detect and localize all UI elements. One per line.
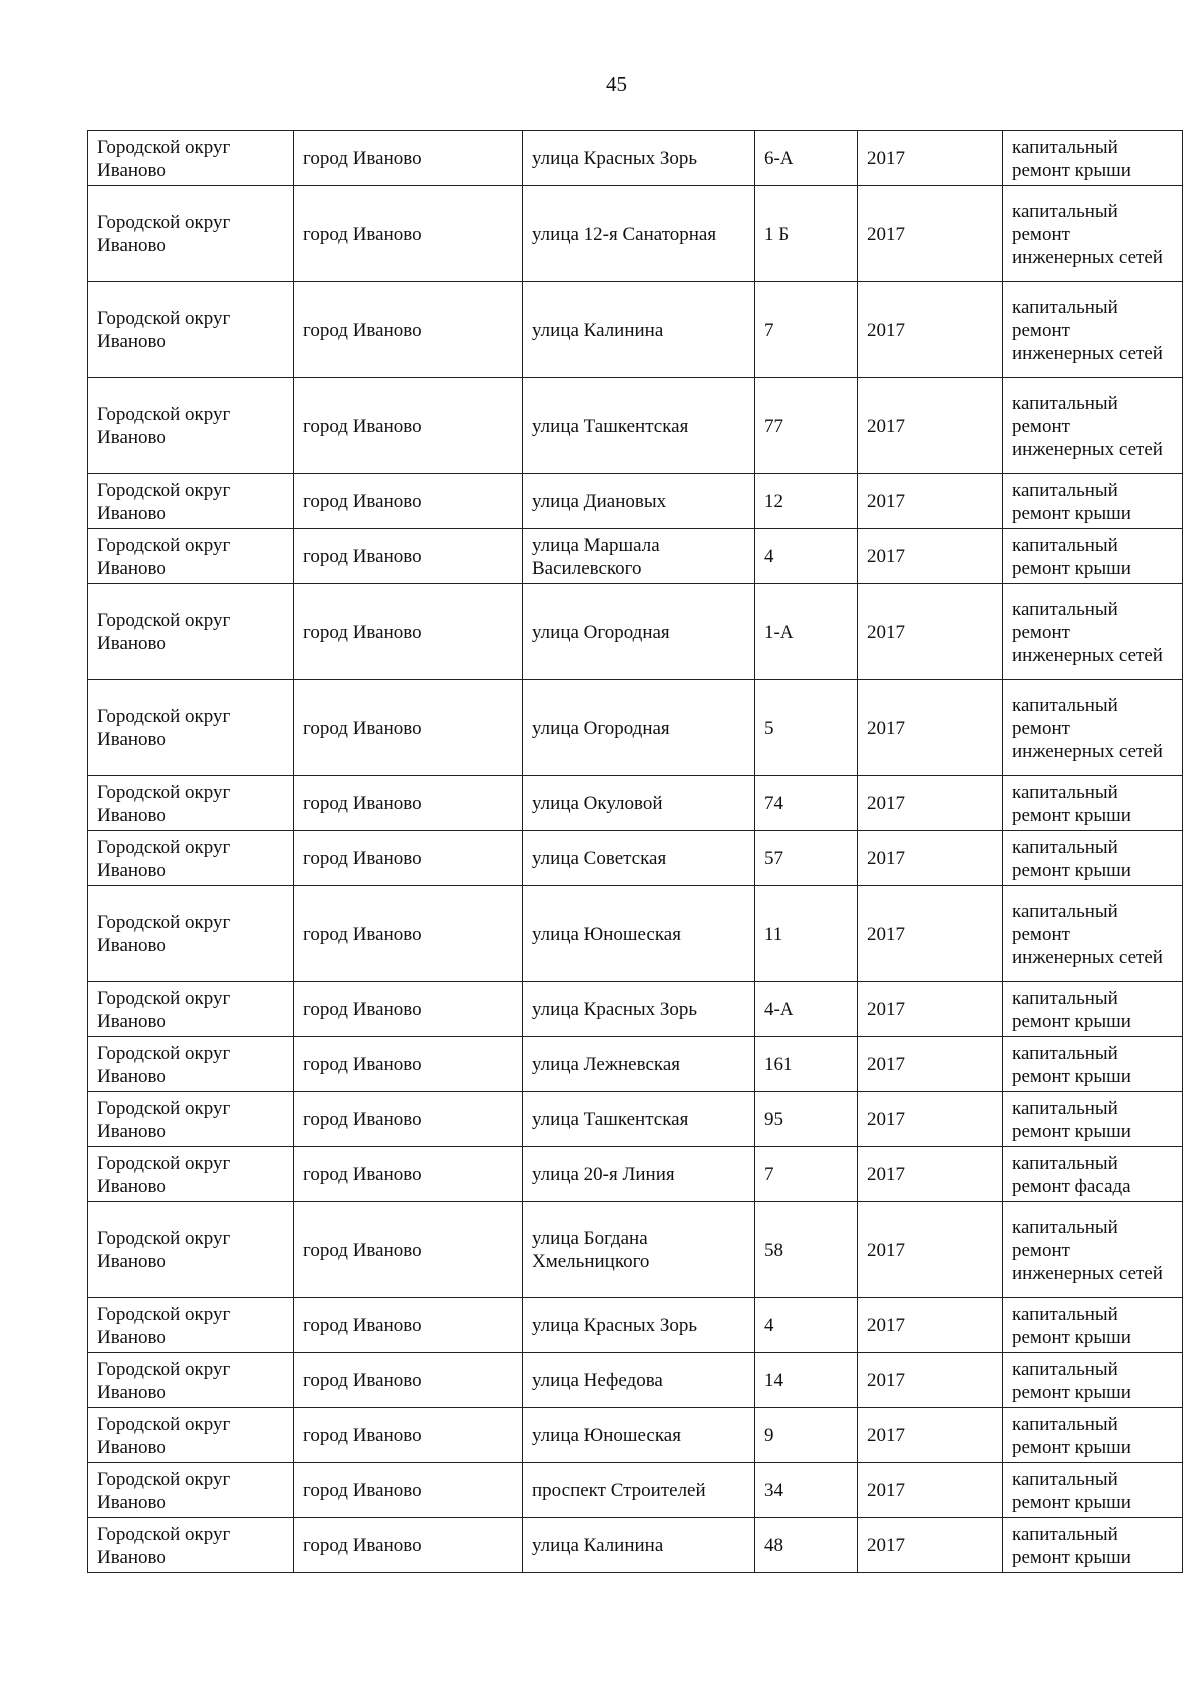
city-cell: город Иваново <box>294 1092 523 1147</box>
house-cell: 1-А <box>755 584 858 680</box>
district-cell: Городской округ Иваново <box>88 474 294 529</box>
work-type-cell: капитальный ремонт фасада <box>1003 1147 1183 1202</box>
year-cell: 2017 <box>858 474 1003 529</box>
work-type-cell: капитальный ремонт крыши <box>1003 1298 1183 1353</box>
table-row <box>88 282 1183 378</box>
house-cell: 11 <box>755 886 858 982</box>
street-cell: улица Калинина <box>523 1518 755 1573</box>
district-cell: Городской округ Иваново <box>88 831 294 886</box>
city-cell: город Иваново <box>294 982 523 1037</box>
work-type-cell: капитальный ремонт крыши <box>1003 1518 1183 1573</box>
city-cell: город Иваново <box>294 1202 523 1298</box>
table-row <box>88 186 1183 282</box>
year-cell: 2017 <box>858 1353 1003 1408</box>
house-cell: 9 <box>755 1408 858 1463</box>
city-cell: город Иваново <box>294 886 523 982</box>
year-cell: 2017 <box>858 776 1003 831</box>
work-type-cell: капитальный ремонт крыши <box>1003 529 1183 584</box>
table-row <box>88 831 1183 886</box>
city-cell: город Иваново <box>294 1408 523 1463</box>
city-cell: город Иваново <box>294 1147 523 1202</box>
city-cell: город Иваново <box>294 529 523 584</box>
district-cell: Городской округ Иваново <box>88 1298 294 1353</box>
street-cell: улица Красных Зорь <box>523 131 755 186</box>
district-cell: Городской округ Иваново <box>88 776 294 831</box>
city-cell: город Иваново <box>294 831 523 886</box>
table-row <box>88 1092 1183 1147</box>
year-cell: 2017 <box>858 1518 1003 1573</box>
table-row <box>88 474 1183 529</box>
year-cell: 2017 <box>858 831 1003 886</box>
year-cell: 2017 <box>858 131 1003 186</box>
table-row <box>88 584 1183 680</box>
street-cell: проспект Строителей <box>523 1463 755 1518</box>
city-cell: город Иваново <box>294 680 523 776</box>
street-cell: улица Нефедова <box>523 1353 755 1408</box>
house-cell: 1 Б <box>755 186 858 282</box>
work-type-cell: капитальный ремонт крыши <box>1003 1463 1183 1518</box>
house-cell: 77 <box>755 378 858 474</box>
street-cell: улица Ташкентская <box>523 1092 755 1147</box>
district-cell: Городской округ Иваново <box>88 1518 294 1573</box>
year-cell: 2017 <box>858 1092 1003 1147</box>
works-table <box>87 130 1183 1573</box>
house-cell: 161 <box>755 1037 858 1092</box>
house-cell: 57 <box>755 831 858 886</box>
table-row <box>88 1518 1183 1573</box>
table-row <box>88 886 1183 982</box>
house-cell: 95 <box>755 1092 858 1147</box>
year-cell: 2017 <box>858 1202 1003 1298</box>
city-cell: город Иваново <box>294 776 523 831</box>
house-cell: 4-А <box>755 982 858 1037</box>
city-cell: город Иваново <box>294 1298 523 1353</box>
district-cell: Городской округ Иваново <box>88 1463 294 1518</box>
street-cell: улица Советская <box>523 831 755 886</box>
work-type-cell: капитальный ремонт крыши <box>1003 831 1183 886</box>
house-cell: 48 <box>755 1518 858 1573</box>
street-cell: улица Юношеская <box>523 886 755 982</box>
district-cell: Городской округ Иваново <box>88 1037 294 1092</box>
work-type-cell: капитальный ремонт крыши <box>1003 1353 1183 1408</box>
work-type-cell: капитальный ремонт инженерных сетей <box>1003 186 1183 282</box>
street-cell: улица Ташкентская <box>523 378 755 474</box>
district-cell: Городской округ Иваново <box>88 1202 294 1298</box>
district-cell: Городской округ Иваново <box>88 886 294 982</box>
year-cell: 2017 <box>858 378 1003 474</box>
work-type-cell: капитальный ремонт инженерных сетей <box>1003 282 1183 378</box>
city-cell: город Иваново <box>294 131 523 186</box>
work-type-cell: капитальный ремонт инженерных сетей <box>1003 584 1183 680</box>
work-type-cell: капитальный ремонт инженерных сетей <box>1003 680 1183 776</box>
city-cell: город Иваново <box>294 1037 523 1092</box>
city-cell: город Иваново <box>294 378 523 474</box>
city-cell: город Иваново <box>294 1518 523 1573</box>
table-row <box>88 1298 1183 1353</box>
house-cell: 4 <box>755 1298 858 1353</box>
house-cell: 14 <box>755 1353 858 1408</box>
street-cell: улица Диановых <box>523 474 755 529</box>
street-cell: улица Лежневская <box>523 1037 755 1092</box>
table-row <box>88 131 1183 186</box>
table-row <box>88 982 1183 1037</box>
year-cell: 2017 <box>858 886 1003 982</box>
city-cell: город Иваново <box>294 282 523 378</box>
year-cell: 2017 <box>858 186 1003 282</box>
work-type-cell: капитальный ремонт инженерных сетей <box>1003 378 1183 474</box>
street-cell: улица Красных Зорь <box>523 982 755 1037</box>
district-cell: Городской округ Иваново <box>88 1353 294 1408</box>
table-row <box>88 680 1183 776</box>
year-cell: 2017 <box>858 1463 1003 1518</box>
works-table-body <box>88 131 1183 1573</box>
district-cell: Городской округ Иваново <box>88 282 294 378</box>
city-cell: город Иваново <box>294 1463 523 1518</box>
city-cell: город Иваново <box>294 584 523 680</box>
work-type-cell: капитальный ремонт инженерных сетей <box>1003 1202 1183 1298</box>
year-cell: 2017 <box>858 1298 1003 1353</box>
table-row <box>88 1408 1183 1463</box>
street-cell: улица Богдана Хмельницкого <box>523 1202 755 1298</box>
year-cell: 2017 <box>858 282 1003 378</box>
year-cell: 2017 <box>858 982 1003 1037</box>
work-type-cell: капитальный ремонт крыши <box>1003 474 1183 529</box>
year-cell: 2017 <box>858 584 1003 680</box>
district-cell: Городской округ Иваново <box>88 529 294 584</box>
house-cell: 5 <box>755 680 858 776</box>
street-cell: улица Маршала Василевского <box>523 529 755 584</box>
street-cell: улица Калинина <box>523 282 755 378</box>
street-cell: улица 20-я Линия <box>523 1147 755 1202</box>
street-cell: улица Красных Зорь <box>523 1298 755 1353</box>
district-cell: Городской округ Иваново <box>88 680 294 776</box>
table-row <box>88 529 1183 584</box>
year-cell: 2017 <box>858 529 1003 584</box>
street-cell: улица Окуловой <box>523 776 755 831</box>
house-cell: 34 <box>755 1463 858 1518</box>
work-type-cell: капитальный ремонт крыши <box>1003 131 1183 186</box>
table-row <box>88 1463 1183 1518</box>
district-cell: Городской округ Иваново <box>88 1147 294 1202</box>
district-cell: Городской округ Иваново <box>88 1092 294 1147</box>
year-cell: 2017 <box>858 680 1003 776</box>
work-type-cell: капитальный ремонт крыши <box>1003 776 1183 831</box>
year-cell: 2017 <box>858 1147 1003 1202</box>
street-cell: улица Огородная <box>523 680 755 776</box>
street-cell: улица Юношеская <box>523 1408 755 1463</box>
street-cell: улица 12-я Санаторная <box>523 186 755 282</box>
house-cell: 7 <box>755 282 858 378</box>
table-row <box>88 1037 1183 1092</box>
table-row <box>88 378 1183 474</box>
table-row <box>88 1202 1183 1298</box>
work-type-cell: капитальный ремонт крыши <box>1003 1092 1183 1147</box>
district-cell: Городской округ Иваново <box>88 584 294 680</box>
year-cell: 2017 <box>858 1408 1003 1463</box>
district-cell: Городской округ Иваново <box>88 378 294 474</box>
city-cell: город Иваново <box>294 474 523 529</box>
table-row <box>88 1353 1183 1408</box>
table-row <box>88 776 1183 831</box>
house-cell: 4 <box>755 529 858 584</box>
city-cell: город Иваново <box>294 1353 523 1408</box>
house-cell: 74 <box>755 776 858 831</box>
page-number: 45 <box>606 72 627 96</box>
street-cell: улица Огородная <box>523 584 755 680</box>
work-type-cell: капитальный ремонт крыши <box>1003 1408 1183 1463</box>
district-cell: Городской округ Иваново <box>88 186 294 282</box>
year-cell: 2017 <box>858 1037 1003 1092</box>
work-type-cell: капитальный ремонт инженерных сетей <box>1003 886 1183 982</box>
house-cell: 58 <box>755 1202 858 1298</box>
city-cell: город Иваново <box>294 186 523 282</box>
house-cell: 12 <box>755 474 858 529</box>
house-cell: 7 <box>755 1147 858 1202</box>
house-cell: 6-А <box>755 131 858 186</box>
district-cell: Городской округ Иваново <box>88 1408 294 1463</box>
work-type-cell: капитальный ремонт крыши <box>1003 1037 1183 1092</box>
work-type-cell: капитальный ремонт крыши <box>1003 982 1183 1037</box>
district-cell: Городской округ Иваново <box>88 982 294 1037</box>
district-cell: Городской округ Иваново <box>88 131 294 186</box>
table-row <box>88 1147 1183 1202</box>
